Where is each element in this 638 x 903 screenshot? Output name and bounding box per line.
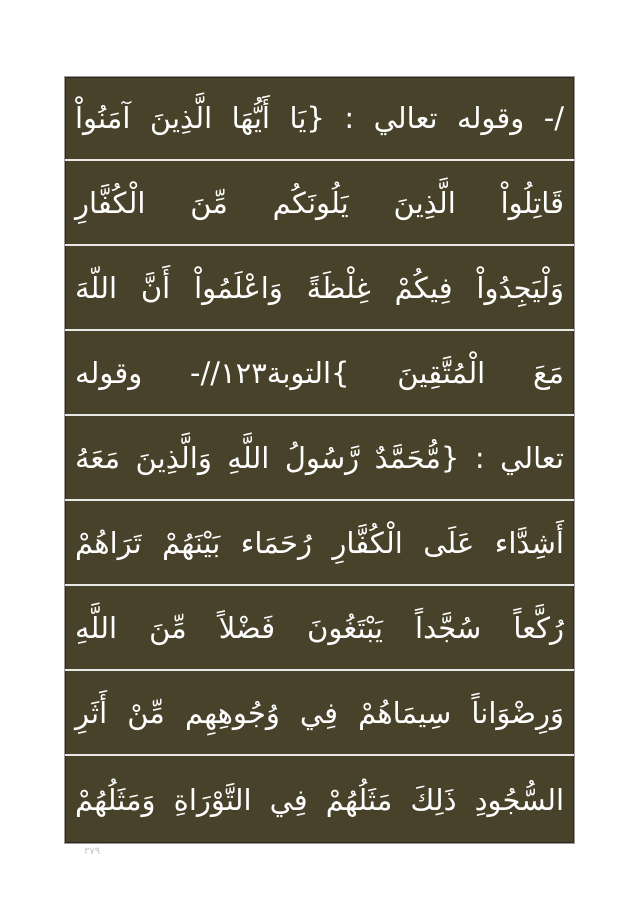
verse-line-3: وَلْيَجِدُواْ فِيكُمْ غِلْظَةً وَاعْلَمُواْ أَنَّ اللّهَ (75, 271, 564, 305)
verse-line-9: السُّجُودِ ذَلِكَ مَثَلُهُمْ فِي التَّوْرَاةِ وَمَثَلُهُمْ (75, 783, 564, 817)
verse-row-6 (65, 502, 574, 586)
verse-line-1: /- وقوله تعالي : {يَا أَيُّهَا الَّذِينَ آمَنُواْ (75, 101, 564, 135)
verse-row-8 (65, 672, 574, 756)
verse-line-5: تعالي : {مُّحَمَّدٌ رَّسُولُ اللَّهِ وَالَّذِينَ مَعَهُ (75, 441, 564, 475)
verse-row-1 (65, 77, 574, 161)
verse-line-8: وَرِضْوَاناً سِيمَاهُمْ فِي وُجُوهِهِم مِّنْ أَثَرِ (75, 696, 564, 730)
verse-line-4: مَعَ الْمُتَّقِينَ }التوبة١٢٣//- وقوله (75, 356, 564, 390)
verse-row-3 (65, 247, 574, 331)
verse-line-6: أَشِدَّاء عَلَى الْكُفَّارِ رُحَمَاء بَيْنَهُمْ تَرَاهُمْ (75, 526, 564, 560)
verse-row-4 (65, 332, 574, 416)
page-footer-number: ٣٧٩ (84, 846, 101, 857)
verse-row-7 (65, 587, 574, 671)
verse-row-9 (65, 757, 574, 843)
verse-line-2: قَاتِلُواْ الَّذِينَ يَلُونَكُم مِّنَ الْكُفَّارِ (75, 186, 564, 220)
verse-table (64, 76, 575, 844)
verse-row-5 (65, 417, 574, 501)
verse-row-2 (65, 162, 574, 246)
verse-line-7: رُكَّعاً سُجَّداً يَبْتَغُونَ فَضْلاً مِّنَ اللَّهِ (75, 611, 564, 645)
